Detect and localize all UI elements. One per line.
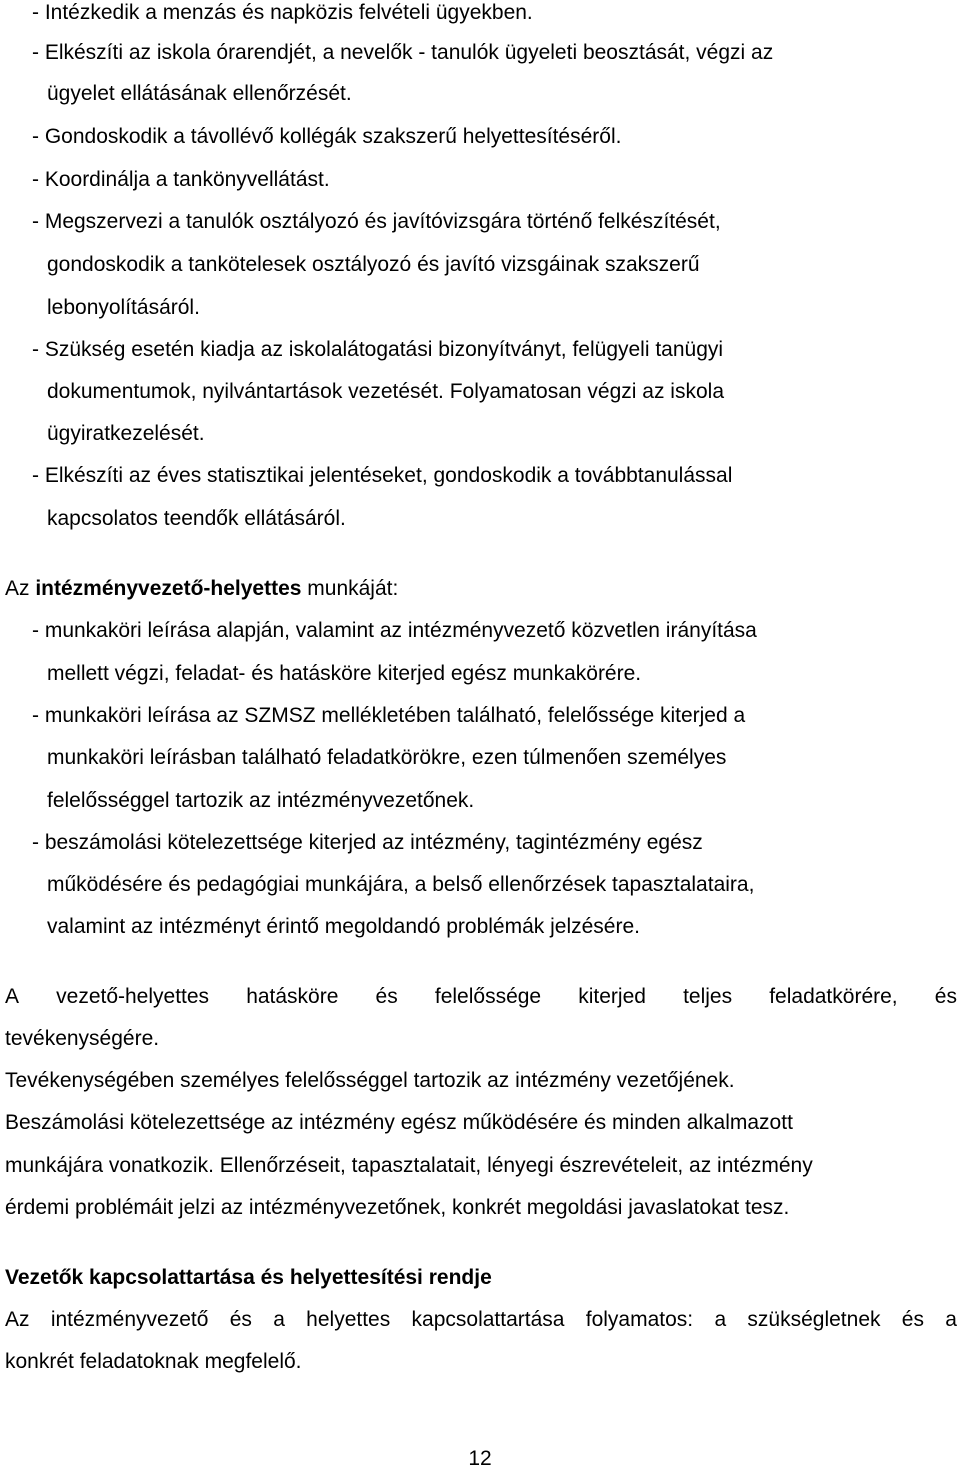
list2-line-3: - munkaköri leírása az SZMSZ mellékletében található, felelőssége kiterjed a — [32, 704, 746, 727]
list2-line-1: - munkaköri leírása alapján, valamint az intézményvezető közvetlen irányítása — [32, 619, 757, 642]
list1-line-3: ügyelet ellátásának ellenőrzését. — [47, 82, 352, 105]
list2-line-8: valamint az intézményt érintő megoldandó problémák jelzésére. — [47, 915, 640, 938]
page-number: 12 — [468, 1447, 492, 1470]
para2-line-2: Beszámolási kötelezettsége az intézmény egész működésére és minden alkalmazott — [5, 1111, 793, 1134]
section-word: és — [229, 1308, 252, 1331]
para1-line-1 — [5, 984, 957, 1010]
section-word: helyettes — [306, 1308, 391, 1331]
para1-word: és — [375, 985, 398, 1008]
list1-line-6: - Megszervezi a tanulók osztályozó és javítóvizsgára történő felkészítését, — [32, 210, 721, 233]
para1-word: A — [5, 985, 20, 1008]
intro-line — [5, 576, 398, 602]
section-word: folyamatos: — [585, 1308, 694, 1331]
para2-line-1: Tevékenységében személyes felelősséggel tartozik az intézmény vezetőjének. — [5, 1069, 735, 1092]
section-word: a — [714, 1308, 727, 1331]
list1-line-4: - Gondoskodik a távollévő kollégák szakszerű helyettesítéséről. — [32, 125, 622, 148]
para1-word: és — [934, 985, 957, 1008]
list1-line-2: - Elkészíti az iskola órarendjét, a nevelők - tanulók ügyeleti beosztását, végzi az — [32, 41, 774, 64]
section-word: kapcsolattartása — [411, 1308, 565, 1331]
section-heading: Vezetők kapcsolattartása és helyettesítési rendje — [5, 1266, 492, 1289]
list1-line-11: ügyiratkezelését. — [47, 422, 205, 445]
section-word: a — [945, 1308, 957, 1331]
para1-word: vezető-helyettes — [56, 985, 210, 1008]
para2-line-3: munkájára vonatkozik. Ellenőrzéseit, tapasztalatait, lényegi észrevételeit, az intézmény — [5, 1154, 813, 1177]
section-word: intézményvezető — [50, 1308, 209, 1331]
para1-word: hatásköre — [246, 985, 339, 1008]
section-word: a — [273, 1308, 285, 1331]
list1-line-5: - Koordinálja a tankönyvellátást. — [32, 168, 330, 191]
section-word: Az — [5, 1308, 30, 1331]
section-line-2: konkrét feladatoknak megfelelő. — [5, 1350, 302, 1373]
para1-word: kiterjed — [578, 985, 646, 1008]
intro-pre: Az — [5, 577, 36, 600]
list1-line-8: lebonyolításáról. — [47, 296, 200, 319]
section-word: szükségletnek — [747, 1308, 881, 1331]
para1-line-2: tevékenységére. — [5, 1027, 160, 1050]
list2-line-4: munkaköri leírásban található feladatkörökre, ezen túlmenően személyes — [47, 746, 727, 769]
para1-word: feladatkörére, — [769, 985, 898, 1008]
list1-line-12: - Elkészíti az éves statisztikai jelentéseket, gondoskodik a továbbtanulással — [32, 464, 733, 487]
para2-line-4: érdemi problémáit jelzi az intézményvezetőnek, konkrét megoldási javaslatokat tesz. — [5, 1196, 790, 1219]
list1-line-13: kapcsolatos teendők ellátásáról. — [47, 507, 346, 530]
para1-word: felelőssége — [434, 985, 542, 1008]
intro-post: munkáját: — [301, 577, 399, 600]
section-word: és — [901, 1308, 924, 1331]
list2-line-2: mellett végzi, feladat- és hatásköre kiterjed egész munkakörére. — [47, 662, 642, 685]
list2-line-5: felelősséggel tartozik az intézményvezetőnek. — [47, 789, 475, 812]
para1-word: teljes — [683, 985, 733, 1008]
list1-line-7: gondoskodik a tankötelesek osztályozó és javító vizsgáinak szakszerű — [47, 253, 700, 276]
list1-line-9: - Szükség esetén kiadja az iskolalátogatási bizonyítványt, felügyeli tanügyi — [32, 338, 724, 361]
list1-line-10: dokumentumok, nyilvántartások vezetését. Folyamatosan végzi az iskola — [47, 380, 724, 403]
list2-line-6: - beszámolási kötelezettsége kiterjed az intézmény, tagintézmény egész — [32, 831, 703, 854]
list1-line-1: - Intézkedik a menzás és napközis felvételi ügyekben. — [32, 1, 533, 24]
section-line-1 — [5, 1307, 957, 1333]
intro-bold: intézményvezető-helyettes — [35, 577, 302, 600]
list2-line-7: működésére és pedagógiai munkájára, a belső ellenőrzések tapasztalataira, — [47, 873, 755, 896]
